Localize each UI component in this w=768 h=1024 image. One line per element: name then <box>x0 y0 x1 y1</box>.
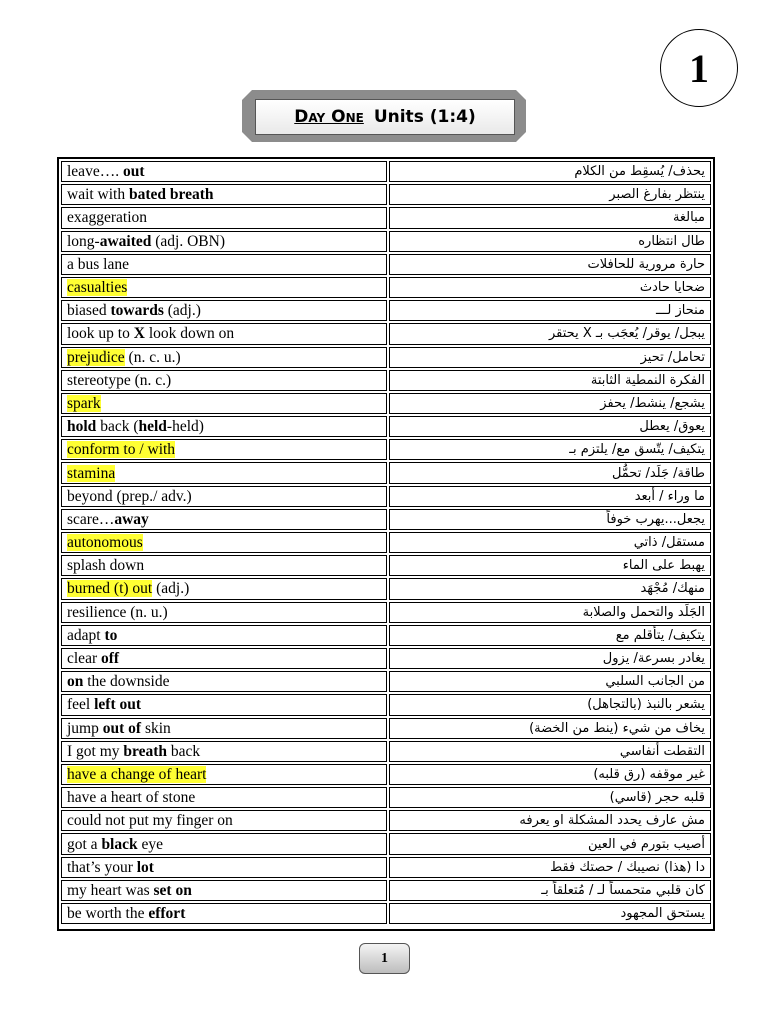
highlight <box>67 465 115 482</box>
table-row <box>61 741 711 762</box>
arabic-translation: غير موقفه (رق قلبه) <box>389 764 711 785</box>
table-row <box>61 903 711 924</box>
term-segment: be worth the <box>67 905 149 923</box>
arabic-translation: من الجانب السلبي <box>389 671 711 692</box>
banner-title-day: Day One <box>294 107 364 127</box>
table-row <box>61 555 711 576</box>
arabic-translation: يستحق المجهود <box>389 903 711 924</box>
arabic-translation: مبالغة <box>389 207 711 228</box>
term-segment: have a heart of stone <box>67 789 196 807</box>
english-term <box>61 555 387 576</box>
english-term <box>61 532 387 553</box>
english-term <box>61 347 387 368</box>
term-segment: out of <box>102 719 142 737</box>
english-term <box>61 694 387 715</box>
term-segment: (adj.) <box>163 302 201 320</box>
english-term <box>61 323 387 344</box>
term-segment: out <box>122 163 145 181</box>
highlight <box>67 395 101 412</box>
term-segment: my heart was <box>67 881 154 899</box>
term-segment: to <box>104 626 118 644</box>
english-term <box>61 718 387 739</box>
table-row <box>61 625 711 646</box>
term-segment: autonomous <box>67 534 143 552</box>
english-term <box>61 393 387 414</box>
highlight <box>67 349 125 366</box>
term-segment: off <box>100 650 120 668</box>
term-segment: leave…. <box>67 163 123 181</box>
term-segment: held <box>138 418 167 436</box>
term-segment: scare… <box>67 510 115 528</box>
english-term <box>61 486 387 507</box>
table-row <box>61 439 711 460</box>
term-segment: skin <box>141 719 171 737</box>
term-segment: the downside <box>83 673 170 691</box>
arabic-translation: ينتظر بفارغ الصبر <box>389 184 711 205</box>
term-segment: wait with <box>67 186 129 204</box>
term-segment: jump <box>67 719 103 737</box>
table-row <box>61 880 711 901</box>
table-row <box>61 532 711 553</box>
term-segment: eye <box>137 835 164 853</box>
term-segment: adapt <box>67 626 105 644</box>
english-term <box>61 741 387 762</box>
table-row <box>61 347 711 368</box>
page-number: 1 <box>359 943 410 974</box>
highlight <box>67 279 127 296</box>
term-segment: effort <box>148 905 186 923</box>
english-term <box>61 833 387 854</box>
term-segment: set on <box>153 881 192 899</box>
english-term <box>61 602 387 623</box>
arabic-translation: دا (هذا) نصيبك / حصتك فقط <box>389 857 711 878</box>
arabic-translation: يهبط على الماء <box>389 555 711 576</box>
arabic-translation: يعوق/ يعطل <box>389 416 711 437</box>
arabic-translation: التقطت أنفاسي <box>389 741 711 762</box>
term-segment: long- <box>67 232 100 250</box>
english-term <box>61 625 387 646</box>
term-segment: splash down <box>67 557 145 575</box>
term-segment: look down on <box>144 325 235 343</box>
arabic-translation: مش عارف يحدد المشكلة او يعرفه <box>389 810 711 831</box>
table-row <box>61 578 711 599</box>
term-segment: black <box>101 835 138 853</box>
term-segment: I got my <box>67 742 124 760</box>
term-segment: could not put my finger on <box>67 812 233 830</box>
banner-title-units: Units (1:4) <box>373 107 476 127</box>
term-segment: back ( <box>96 418 139 436</box>
highlight <box>67 580 152 597</box>
table-row <box>61 161 711 182</box>
term-segment: bated breath <box>129 186 214 204</box>
arabic-translation: قلبه حجر (قاسي) <box>389 787 711 808</box>
table-row <box>61 370 711 391</box>
term-segment: a bus lane <box>67 255 129 273</box>
arabic-translation: تحامل/ تحيز <box>389 347 711 368</box>
term-segment: breath <box>123 742 168 760</box>
english-term <box>61 370 387 391</box>
term-segment: hold <box>67 418 97 436</box>
english-term <box>61 903 387 924</box>
table-row <box>61 486 711 507</box>
term-segment: have a change of heart <box>67 765 207 783</box>
english-term <box>61 416 387 437</box>
english-term <box>61 277 387 298</box>
table-row <box>61 393 711 414</box>
english-term <box>61 231 387 252</box>
unit-badge: 1 <box>660 29 738 107</box>
term-segment: left out <box>94 696 142 714</box>
english-term <box>61 764 387 785</box>
vocabulary-table <box>57 157 715 931</box>
term-segment: resilience (n. u.) <box>67 603 168 621</box>
table-row <box>61 787 711 808</box>
title-banner <box>242 90 526 142</box>
term-segment: casualties <box>67 279 128 297</box>
term-segment: awaited <box>99 232 152 250</box>
arabic-translation: يجعل...يهرب خوفاً <box>389 509 711 530</box>
english-term <box>61 254 387 275</box>
arabic-translation: يغادر بسرعة/ يزول <box>389 648 711 669</box>
term-segment: stereotype (n. c.) <box>67 371 172 389</box>
arabic-translation: الفكرة النمطية الثابتة <box>389 370 711 391</box>
arabic-translation: يتكيف/ يتّسق مع/ يلتزم بـ <box>389 439 711 460</box>
english-term <box>61 857 387 878</box>
arabic-translation: ضحايا حادث <box>389 277 711 298</box>
table-row <box>61 509 711 530</box>
english-term <box>61 880 387 901</box>
table-row <box>61 764 711 785</box>
highlight <box>67 766 206 783</box>
term-segment: beyond (prep./ adv.) <box>67 487 192 505</box>
english-term <box>61 509 387 530</box>
banner-title <box>255 99 515 135</box>
term-segment: feel <box>67 696 95 714</box>
term-segment: on <box>67 673 84 691</box>
english-term <box>61 300 387 321</box>
term-segment: stamina <box>67 464 116 482</box>
table-row <box>61 184 711 205</box>
arabic-translation: يشعر بالنبذ (بالتجاهل) <box>389 694 711 715</box>
term-segment: prejudice <box>67 348 125 366</box>
english-term <box>61 787 387 808</box>
term-segment: look up to <box>67 325 134 343</box>
table-row <box>61 648 711 669</box>
arabic-translation: حارة مرورية للحافلات <box>389 254 711 275</box>
arabic-translation: طال انتظاره <box>389 231 711 252</box>
arabic-translation: يخاف من شيء (ينط من الخضة) <box>389 718 711 739</box>
english-term <box>61 184 387 205</box>
table-row <box>61 254 711 275</box>
english-term <box>61 671 387 692</box>
arabic-translation: منحاز لـــ <box>389 300 711 321</box>
term-segment: -held) <box>166 418 204 436</box>
term-segment: conform to / with <box>67 441 176 459</box>
english-term <box>61 578 387 599</box>
arabic-translation: كان قلبي متحمساً لـ / مُتعلقاً بـ <box>389 880 711 901</box>
english-term <box>61 810 387 831</box>
arabic-translation: يشجع/ ينشط/ يحفز <box>389 393 711 414</box>
arabic-translation: الجَلَد والتحمل والصلابة <box>389 602 711 623</box>
highlight <box>67 534 143 551</box>
term-segment: burned (t) out <box>67 580 153 598</box>
term-segment: lot <box>136 858 154 876</box>
english-term <box>61 207 387 228</box>
arabic-translation: أصيب بتورم في العين <box>389 833 711 854</box>
arabic-translation: يحذف/ يُسقِط من الكلام <box>389 161 711 182</box>
table-row <box>61 671 711 692</box>
arabic-translation: منهك/ مُجْهَد <box>389 578 711 599</box>
arabic-translation: يبجل/ يوقر/ يُعجَب بـ X يحتقر <box>389 323 711 344</box>
arabic-translation: مستقل/ ذاتي <box>389 532 711 553</box>
term-segment: (adj.) <box>152 580 190 598</box>
term-segment: back <box>167 742 201 760</box>
table-row <box>61 694 711 715</box>
table-row <box>61 810 711 831</box>
term-segment: clear <box>67 650 101 668</box>
term-segment: (n. c. u.) <box>124 348 181 366</box>
table-row <box>61 602 711 623</box>
term-segment: exaggeration <box>67 209 148 227</box>
term-segment: (adj. OBN) <box>151 232 226 250</box>
term-segment: that’s your <box>67 858 137 876</box>
term-segment: spark <box>67 394 101 412</box>
vocabulary-table-body <box>61 161 711 924</box>
table-row <box>61 833 711 854</box>
table-row <box>61 416 711 437</box>
term-segment: X <box>133 325 145 343</box>
term-segment: got a <box>67 835 102 853</box>
arabic-translation: يتكيف/ يتأقلم مع <box>389 625 711 646</box>
table-row <box>61 207 711 228</box>
table-row <box>61 718 711 739</box>
table-row <box>61 231 711 252</box>
english-term <box>61 648 387 669</box>
term-segment: towards <box>110 302 164 320</box>
table-row <box>61 277 711 298</box>
english-term <box>61 161 387 182</box>
table-row <box>61 857 711 878</box>
table-row <box>61 323 711 344</box>
arabic-translation: ما وراء / أبعد <box>389 486 711 507</box>
term-segment: away <box>114 510 149 528</box>
table-row <box>61 300 711 321</box>
highlight <box>67 441 175 458</box>
english-term <box>61 462 387 483</box>
term-segment: biased <box>67 302 111 320</box>
table-row <box>61 462 711 483</box>
english-term <box>61 439 387 460</box>
arabic-translation: طاقة/ جَلَد/ تحمُّل <box>389 462 711 483</box>
